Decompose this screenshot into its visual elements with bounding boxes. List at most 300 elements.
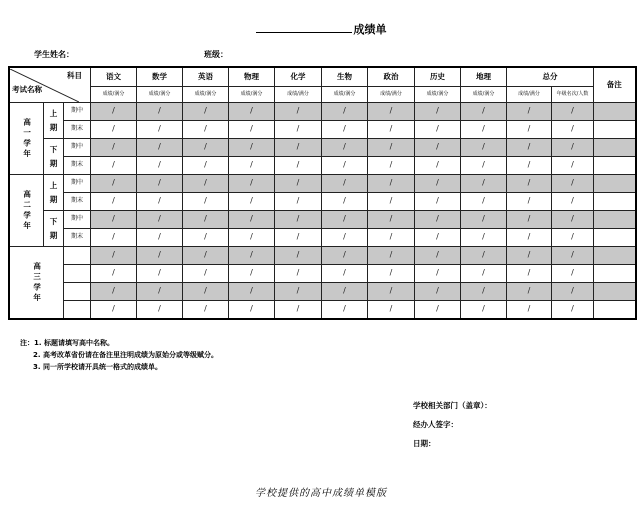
subject-header: 英语	[183, 67, 229, 87]
score-cell	[137, 265, 183, 283]
grade-table	[8, 66, 637, 320]
empty-mark: /	[571, 124, 574, 134]
score-subheader: 成绩/满分	[229, 87, 275, 103]
empty-mark: /	[204, 232, 207, 242]
empty-mark: /	[436, 250, 439, 260]
remark-cell	[594, 211, 636, 229]
score-cell	[137, 283, 183, 301]
empty-mark: /	[527, 160, 531, 170]
empty-mark: /	[296, 106, 300, 116]
score-cell	[91, 283, 137, 301]
score-cell	[183, 103, 229, 121]
score-cell	[322, 139, 368, 157]
empty-mark: /	[436, 160, 439, 170]
half-label-text: 上 期	[49, 109, 58, 132]
empty-mark: /	[527, 142, 531, 152]
empty-mark: /	[250, 142, 253, 152]
score-cell	[91, 175, 137, 193]
empty-mark: /	[436, 268, 439, 278]
score-cell	[507, 301, 552, 320]
score-cell	[322, 229, 368, 247]
handler-sign-label: 经办人签字：	[413, 420, 458, 429]
empty-mark: /	[343, 160, 346, 170]
score-cell	[461, 121, 507, 139]
empty-mark: /	[112, 268, 115, 278]
score-cell	[461, 265, 507, 283]
empty-mark: /	[158, 268, 161, 278]
score-cell	[368, 265, 415, 283]
empty-mark: /	[296, 142, 300, 152]
page-title	[0, 21, 642, 37]
corner-exam: 考试名称	[12, 85, 42, 95]
empty-mark: /	[296, 304, 300, 314]
empty-mark: /	[296, 286, 300, 296]
empty-mark: /	[482, 196, 485, 206]
score-cell	[552, 175, 594, 193]
score-subheader: 成绩/满分	[507, 87, 552, 103]
score-cell	[183, 139, 229, 157]
empty-mark: /	[250, 106, 253, 116]
empty-mark: /	[296, 214, 300, 224]
score-cell	[137, 247, 183, 265]
score-cell	[415, 229, 461, 247]
half-label-text: 下 期	[49, 145, 58, 168]
score-cell	[368, 247, 415, 265]
empty-mark: /	[482, 250, 485, 260]
empty-mark: /	[482, 160, 485, 170]
empty-mark: /	[343, 286, 346, 296]
remark-cell	[594, 157, 636, 175]
score-cell	[461, 301, 507, 320]
empty-mark: /	[571, 232, 574, 242]
score-subheader: 成绩/满分	[91, 87, 137, 103]
empty-mark: /	[571, 160, 574, 170]
score-cell	[507, 283, 552, 301]
score-cell	[415, 193, 461, 211]
empty-mark: /	[250, 250, 253, 260]
empty-mark: /	[112, 106, 115, 116]
empty-mark: /	[158, 178, 161, 188]
empty-mark: /	[296, 232, 300, 242]
score-cell	[507, 265, 552, 283]
exam-label	[64, 283, 91, 301]
subject-header: 语文	[91, 67, 137, 87]
empty-mark: /	[389, 178, 393, 188]
empty-mark: /	[204, 124, 207, 134]
year-label-text: 高三学年	[32, 261, 42, 304]
empty-mark: /	[158, 196, 161, 206]
score-cell	[275, 121, 322, 139]
footer-caption: 学校提供的高中成绩单模版	[255, 488, 387, 499]
half-label	[44, 211, 64, 247]
score-cell	[137, 193, 183, 211]
score-cell	[507, 229, 552, 247]
score-cell	[368, 301, 415, 320]
empty-mark: /	[389, 268, 393, 278]
subject-header: 地理	[461, 67, 507, 87]
empty-mark: /	[436, 106, 439, 116]
score-cell	[368, 121, 415, 139]
note-item: 2. 高考改革省份请在备注里注明成绩为原始分或等级赋分。	[33, 351, 218, 359]
empty-mark: /	[343, 124, 346, 134]
score-cell	[415, 283, 461, 301]
empty-mark: /	[343, 142, 346, 152]
score-cell	[368, 175, 415, 193]
score-cell	[552, 283, 594, 301]
empty-mark: /	[343, 106, 346, 116]
empty-mark: /	[482, 124, 485, 134]
empty-mark: /	[158, 106, 161, 116]
empty-mark: /	[482, 106, 485, 116]
empty-mark: /	[343, 250, 346, 260]
score-cell	[91, 211, 137, 229]
empty-mark: /	[482, 268, 485, 278]
year-label-text: 高二学年	[22, 189, 32, 232]
score-cell	[461, 211, 507, 229]
empty-mark: /	[482, 232, 485, 242]
score-cell	[415, 211, 461, 229]
score-cell	[183, 283, 229, 301]
year-label-text: 高一学年	[22, 117, 32, 160]
score-cell	[91, 301, 137, 320]
score-cell	[322, 193, 368, 211]
score-cell	[368, 157, 415, 175]
note-prefix: 注：	[20, 339, 34, 347]
half-label	[44, 175, 64, 211]
score-cell	[507, 175, 552, 193]
empty-mark: /	[204, 268, 207, 278]
remark-cell	[594, 265, 636, 283]
score-cell	[91, 193, 137, 211]
empty-mark: /	[436, 178, 439, 188]
empty-mark: /	[204, 106, 207, 116]
score-cell	[229, 121, 275, 139]
empty-mark: /	[389, 196, 393, 206]
score-cell	[275, 175, 322, 193]
empty-mark: /	[436, 214, 439, 224]
empty-mark: /	[571, 214, 574, 224]
remark-header: 备注	[594, 67, 636, 103]
score-cell	[91, 229, 137, 247]
empty-mark: /	[527, 214, 531, 224]
score-cell	[415, 247, 461, 265]
score-cell	[415, 265, 461, 283]
score-cell	[552, 265, 594, 283]
empty-mark: /	[343, 178, 346, 188]
empty-mark: /	[527, 250, 531, 260]
date-label: 日期：	[413, 439, 436, 448]
score-cell	[229, 211, 275, 229]
score-cell	[229, 229, 275, 247]
empty-mark: /	[389, 304, 393, 314]
score-cell	[229, 301, 275, 320]
score-subheader: 成绩/满分	[368, 87, 415, 103]
score-cell	[368, 103, 415, 121]
score-cell	[229, 193, 275, 211]
score-subheader: 成绩/满分	[275, 87, 322, 103]
empty-mark: /	[527, 124, 531, 134]
empty-mark: /	[436, 286, 439, 296]
score-cell	[183, 193, 229, 211]
score-cell	[415, 103, 461, 121]
empty-mark: /	[204, 214, 207, 224]
score-cell	[183, 229, 229, 247]
empty-mark: /	[571, 268, 574, 278]
subject-header: 化学	[275, 67, 322, 87]
score-cell	[507, 121, 552, 139]
exam-label: 期中	[64, 103, 91, 121]
score-cell	[322, 211, 368, 229]
score-cell	[275, 265, 322, 283]
empty-mark: /	[571, 106, 574, 116]
score-cell	[552, 301, 594, 320]
empty-mark: /	[250, 160, 253, 170]
score-cell	[137, 229, 183, 247]
empty-mark: /	[250, 232, 253, 242]
score-cell	[552, 103, 594, 121]
subject-header: 历史	[415, 67, 461, 87]
remark-cell	[594, 121, 636, 139]
score-cell	[183, 175, 229, 193]
score-cell	[461, 139, 507, 157]
empty-mark: /	[482, 142, 485, 152]
score-cell	[229, 139, 275, 157]
score-cell	[229, 265, 275, 283]
empty-mark: /	[482, 214, 485, 224]
empty-mark: /	[204, 142, 207, 152]
notes	[20, 337, 218, 373]
score-cell	[137, 211, 183, 229]
subject-header: 数学	[137, 67, 183, 87]
score-cell	[229, 175, 275, 193]
score-subheader: 成绩/满分	[183, 87, 229, 103]
empty-mark: /	[158, 142, 161, 152]
empty-mark: /	[571, 286, 574, 296]
score-cell	[552, 229, 594, 247]
empty-mark: /	[158, 124, 161, 134]
empty-mark: /	[296, 268, 300, 278]
empty-mark: /	[296, 196, 300, 206]
empty-mark: /	[571, 304, 574, 314]
empty-mark: /	[296, 160, 300, 170]
year-label	[9, 103, 44, 175]
score-cell	[322, 283, 368, 301]
empty-mark: /	[389, 124, 393, 134]
score-cell	[137, 103, 183, 121]
empty-mark: /	[158, 304, 161, 314]
remark-cell	[594, 139, 636, 157]
score-cell	[275, 247, 322, 265]
remark-cell	[594, 229, 636, 247]
subject-header: 生物	[322, 67, 368, 87]
score-cell	[91, 139, 137, 157]
score-cell	[507, 211, 552, 229]
score-cell	[137, 139, 183, 157]
score-cell	[275, 211, 322, 229]
signature-block	[413, 396, 492, 453]
total-header: 总分	[507, 67, 594, 87]
empty-mark: /	[296, 178, 300, 188]
score-cell	[507, 157, 552, 175]
empty-mark: /	[204, 196, 207, 206]
empty-mark: /	[158, 214, 161, 224]
exam-label: 期末	[64, 193, 91, 211]
score-cell	[137, 121, 183, 139]
empty-mark: /	[204, 304, 207, 314]
score-cell	[322, 265, 368, 283]
score-cell	[507, 193, 552, 211]
score-cell	[552, 247, 594, 265]
empty-mark: /	[250, 214, 253, 224]
exam-label	[64, 247, 91, 265]
score-subheader: 成绩/满分	[461, 87, 507, 103]
empty-mark: /	[204, 250, 207, 260]
half-label-text: 上 期	[49, 181, 58, 204]
score-subheader: 成绩/满分	[415, 87, 461, 103]
empty-mark: /	[250, 124, 253, 134]
empty-mark: /	[482, 286, 485, 296]
score-cell	[322, 247, 368, 265]
empty-mark: /	[436, 304, 439, 314]
score-cell	[322, 103, 368, 121]
empty-mark: /	[296, 250, 300, 260]
dept-seal-label: 学校相关部门（盖章）：	[413, 401, 492, 410]
header-corner	[9, 67, 91, 103]
score-cell	[229, 247, 275, 265]
empty-mark: /	[389, 142, 393, 152]
score-cell	[91, 157, 137, 175]
score-cell	[415, 301, 461, 320]
score-cell	[507, 103, 552, 121]
empty-mark: /	[112, 178, 115, 188]
empty-mark: /	[250, 196, 253, 206]
score-cell	[368, 229, 415, 247]
remark-cell	[594, 247, 636, 265]
score-cell	[461, 283, 507, 301]
score-cell	[91, 265, 137, 283]
empty-mark: /	[527, 106, 531, 116]
note-item: 注：1. 标题请填写高中名称。	[20, 339, 114, 347]
empty-mark: /	[158, 250, 161, 260]
exam-label	[64, 265, 91, 283]
subject-header: 物理	[229, 67, 275, 87]
empty-mark: /	[571, 142, 574, 152]
remark-cell	[594, 193, 636, 211]
score-cell	[183, 265, 229, 283]
empty-mark: /	[204, 178, 207, 188]
remark-cell	[594, 103, 636, 121]
empty-mark: /	[571, 178, 574, 188]
rank-subheader: 年级名次/人数	[552, 87, 594, 103]
score-cell	[368, 211, 415, 229]
score-cell	[322, 301, 368, 320]
score-cell	[368, 283, 415, 301]
score-cell	[275, 157, 322, 175]
school-name-blank	[256, 23, 352, 33]
empty-mark: /	[571, 250, 574, 260]
empty-mark: /	[112, 160, 115, 170]
empty-mark: /	[112, 214, 115, 224]
score-cell	[415, 175, 461, 193]
empty-mark: /	[112, 304, 115, 314]
exam-label: 期中	[64, 175, 91, 193]
student-name-label: 学生姓名：	[34, 50, 74, 59]
empty-mark: /	[158, 232, 161, 242]
empty-mark: /	[527, 232, 531, 242]
empty-mark: /	[527, 304, 531, 314]
empty-mark: /	[158, 160, 161, 170]
empty-mark: /	[250, 268, 253, 278]
empty-mark: /	[296, 124, 300, 134]
score-cell	[137, 301, 183, 320]
empty-mark: /	[250, 304, 253, 314]
empty-mark: /	[571, 196, 574, 206]
year-label	[9, 175, 44, 247]
empty-mark: /	[343, 304, 346, 314]
empty-mark: /	[389, 286, 393, 296]
empty-mark: /	[204, 160, 207, 170]
empty-mark: /	[250, 286, 253, 296]
empty-mark: /	[112, 142, 115, 152]
empty-mark: /	[389, 160, 393, 170]
empty-mark: /	[250, 178, 253, 188]
empty-mark: /	[112, 232, 115, 242]
empty-mark: /	[436, 232, 439, 242]
score-subheader: 成绩/满分	[322, 87, 368, 103]
note-item: 3. 同一所学校请开具统一格式的成绩单。	[33, 363, 162, 371]
score-cell	[183, 247, 229, 265]
score-cell	[322, 175, 368, 193]
score-cell	[461, 229, 507, 247]
empty-mark: /	[527, 268, 531, 278]
score-cell	[368, 139, 415, 157]
exam-label: 期中	[64, 139, 91, 157]
empty-mark: /	[158, 286, 161, 296]
empty-mark: /	[527, 196, 531, 206]
score-cell	[183, 301, 229, 320]
exam-label: 期中	[64, 211, 91, 229]
empty-mark: /	[343, 214, 346, 224]
score-cell	[229, 283, 275, 301]
exam-label: 期末	[64, 121, 91, 139]
empty-mark: /	[112, 250, 115, 260]
corner-subject: 科目	[67, 70, 82, 80]
remark-cell	[594, 283, 636, 301]
score-cell	[461, 175, 507, 193]
score-cell	[137, 175, 183, 193]
empty-mark: /	[389, 232, 393, 242]
class-label: 班级：	[204, 50, 228, 59]
empty-mark: /	[112, 124, 115, 134]
empty-mark: /	[436, 124, 439, 134]
empty-mark: /	[343, 268, 346, 278]
score-cell	[368, 193, 415, 211]
exam-label: 期末	[64, 229, 91, 247]
empty-mark: /	[204, 286, 207, 296]
empty-mark: /	[112, 286, 115, 296]
score-cell	[183, 211, 229, 229]
title-text: 成绩单	[353, 23, 387, 36]
score-cell	[415, 139, 461, 157]
empty-mark: /	[436, 142, 439, 152]
score-cell	[91, 121, 137, 139]
score-cell	[275, 229, 322, 247]
score-cell	[507, 247, 552, 265]
score-cell	[229, 103, 275, 121]
exam-label: 期末	[64, 157, 91, 175]
half-label-text: 下 期	[49, 217, 58, 240]
score-cell	[275, 103, 322, 121]
